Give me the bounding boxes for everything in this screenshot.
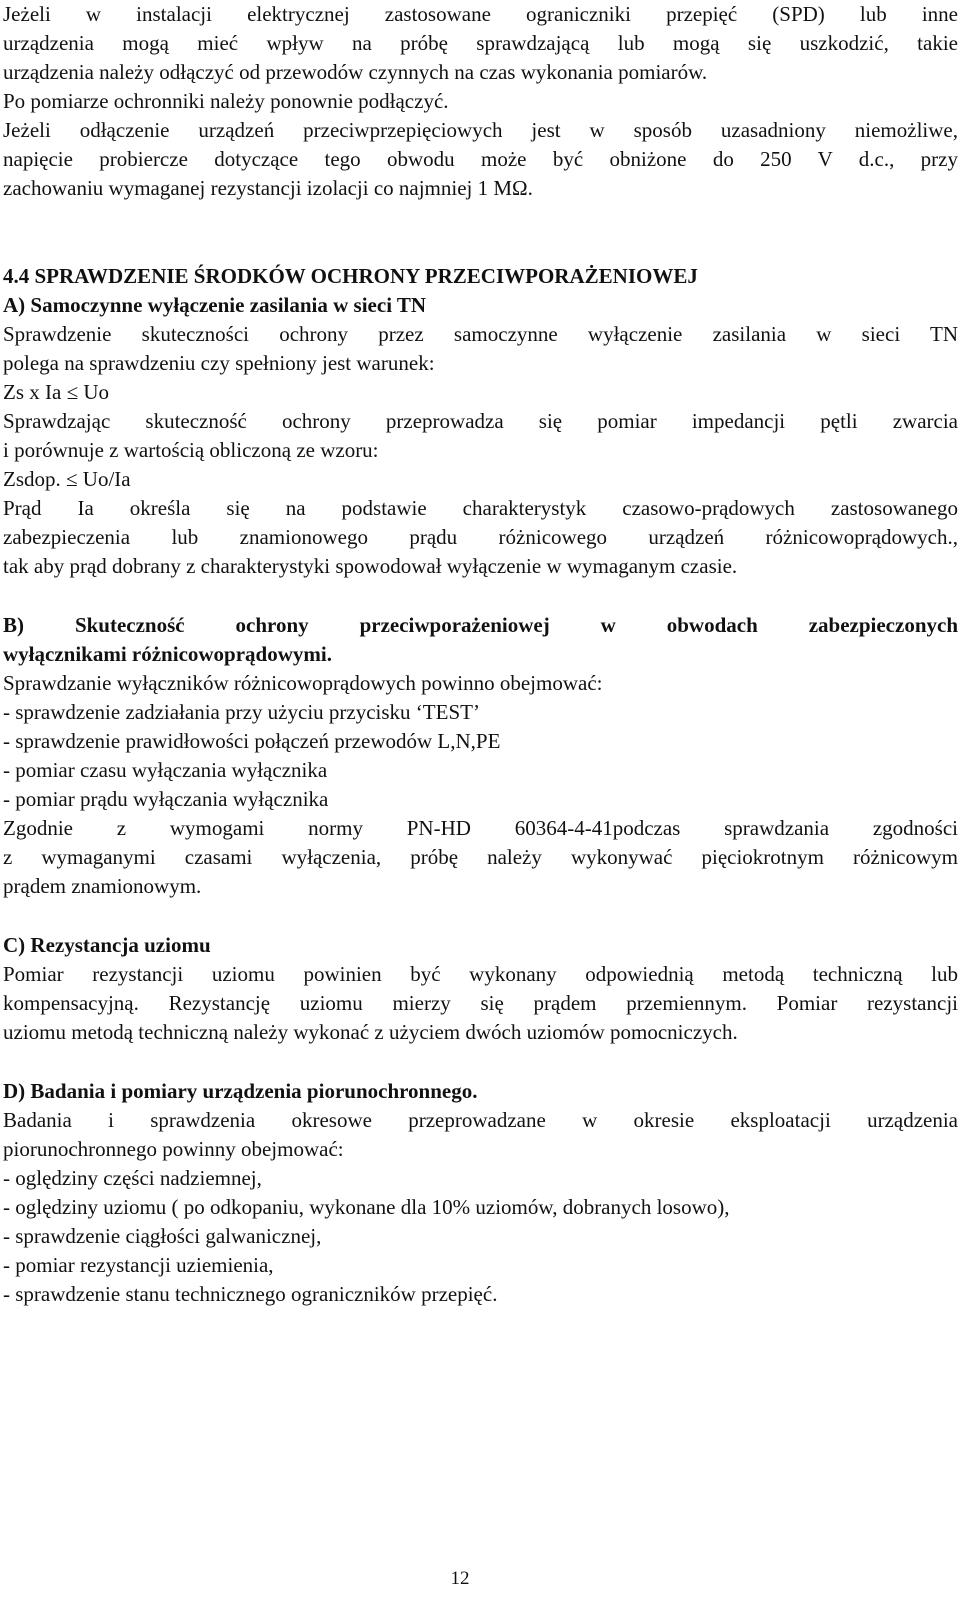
text-line: urządzenia należy odłączyć od przewodów czynnych na czas wykonania pomiarów. [3, 60, 708, 84]
subsection-heading: wyłącznikami różnicowoprądowymi. [3, 642, 332, 666]
list-item: - pomiar rezystancji uziemienia, [3, 1253, 274, 1277]
text-line: Sprawdzanie wyłączników różnicowoprądowych powinno obejmować: [3, 671, 603, 695]
text-line: tak aby prąd dobrany z charakterystyki spowodował wyłączenie w wymaganym czasie. [3, 554, 738, 578]
text-line: Po pomiarze ochronniki należy ponownie podłączyć. [3, 89, 449, 113]
section-heading: 4.4 SPRAWDZENIE ŚRODKÓW OCHRONY PRZECIWPORAŻENIOWEJ [3, 264, 698, 288]
list-item: - oględziny części nadziemnej, [3, 1166, 262, 1190]
text-line: Sprawdzenie skuteczności ochrony przez samoczynne wyłączenie zasilania w sieci TN [3, 322, 958, 346]
text-line: piorunochronnego powinny obejmować: [3, 1137, 344, 1161]
text-line: i porównuje z wartością obliczoną ze wzoru: [3, 438, 379, 462]
text-line: Zgodnie z wymogami normy PN-HD 60364-4-41podczas sprawdzania zgodności [3, 816, 958, 840]
text-line: Jeżeli w instalacji elektrycznej zastosowane ograniczniki przepięć (SPD) lub inne [3, 2, 958, 26]
text-line: Prąd Ia określa się na podstawie charakterystyk czasowo-prądowych zastosowanego [3, 496, 958, 520]
list-item: - pomiar prądu wyłączania wyłącznika [3, 787, 329, 811]
formula-line: Zsdop. ≤ Uo/Ia [3, 467, 131, 491]
text-line: Sprawdzając skuteczność ochrony przeprowadza się pomiar impedancji pętli zwarcia [3, 409, 958, 433]
page-number: 12 [450, 1568, 470, 1589]
subsection-heading: C) Rezystancja uziomu [3, 933, 211, 957]
subsection-heading: A) Samoczynne wyłączenie zasilania w sieci TN [3, 293, 427, 317]
list-item: - sprawdzenie prawidłowości połączeń przewodów L,N,PE [3, 729, 501, 753]
text-line: polega na sprawdzeniu czy spełniony jest warunek: [3, 351, 435, 375]
text-line: zachowaniu wymaganej rezystancji izolacji co najmniej 1 MΩ. [3, 176, 533, 200]
list-item: - sprawdzenie zadziałania przy użyciu przycisku ‘TEST’ [3, 700, 480, 724]
list-item: - sprawdzenie ciągłości galwanicznej, [3, 1224, 322, 1248]
text-line: kompensacyjną. Rezystancję uziomu mierzy się prądem przemiennym. Pomiar rezystancji [3, 991, 958, 1015]
formula-line: Zs x Ia ≤ Uo [3, 380, 110, 404]
text-line: prądem znamionowym. [3, 874, 202, 898]
text-line: napięcie probiercze dotyczące tego obwodu może być obniżone do 250 V d.c., przy [3, 147, 958, 171]
list-item: - sprawdzenie stanu technicznego ograniczników przepięć. [3, 1282, 498, 1306]
text-line: uziomu metodą techniczną należy wykonać z użyciem dwóch uziomów pomocniczych. [3, 1020, 738, 1044]
text-line: urządzenia mogą mieć wpływ na próbę sprawdzającą lub mogą się uszkodzić, takie [3, 31, 958, 55]
text-line: Badania i sprawdzenia okresowe przeprowadzane w okresie eksploatacji urządzenia [3, 1108, 958, 1132]
subsection-heading: D) Badania i pomiary urządzenia piorunochronnego. [3, 1079, 478, 1103]
list-item: - oględziny uziomu ( po odkopaniu, wykonane dla 10% uziomów, dobranych losowo), [3, 1195, 730, 1219]
text-line: zabezpieczenia lub znamionowego prądu różnicowego urządzeń różnicowoprądowych., [3, 525, 958, 549]
subsection-heading: B) Skuteczność ochrony przeciwporażeniowej w obwodach zabezpieczonych [3, 613, 958, 637]
text-line: Pomiar rezystancji uziomu powinien być wykonany odpowiednią metodą techniczną lub [3, 962, 958, 986]
list-item: - pomiar czasu wyłączania wyłącznika [3, 758, 328, 782]
text-line: z wymaganymi czasami wyłączenia, próbę należy wykonywać pięciokrotnym różnicowym [3, 845, 958, 869]
text-line: Jeżeli odłączenie urządzeń przeciwprzepięciowych jest w sposób uzasadniony niemożliwe, [3, 118, 958, 142]
